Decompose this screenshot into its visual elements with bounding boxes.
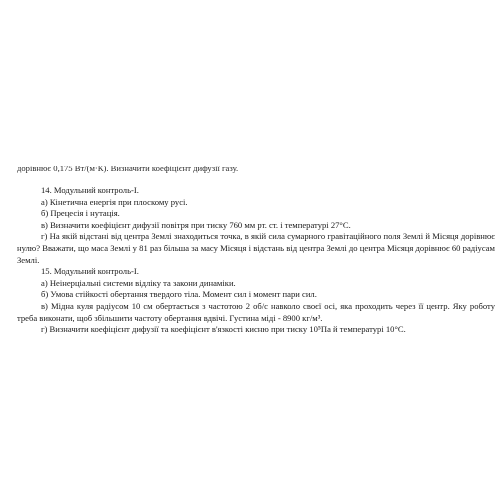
cut-off-line [17,166,495,177]
document-body [17,166,495,336]
section-title-15: 15. Модульний контроль-І. [41,266,139,277]
cut-off-text: дорівнює 0,175 Вт/(м·К). Визначити коефіцієнт дифузії газу. [17,166,239,173]
question-14a: а) Кінетична енергія при плоскому русі. [41,196,188,207]
question-14c: в) Визначити коефіцієнт дифузії повітря при тиску 760 мм рт. ст. і температурі 27°С. [41,219,351,230]
question-14d: г) На якій відстані від центра Землі знаходиться точка, в якій сила сумарного гравітаційного поля Землі й Місяця дорівнює нулю? Вважати, що маса Землі у 81 раз більша за масу Місяця і відстань від центра Землі до центра Місяця дорівнює 60 радіусам Землі. [17,231,495,265]
section-title-14: 14. Модульний контроль-І. [41,185,139,195]
question-14b: б) Прецесія і нутація. [41,208,120,219]
question-15b: б) Умова стійкості обертання твердого тіла. Момент сил і момент пари сил. [41,289,317,300]
question-15d: г) Визначити коефіцієнт дифузії та коефіцієнт в'язкості кисню при тиску 10⁵Па й температурі 10°С. [41,324,406,335]
question-15c: в) Мідна куля радіусом 10 см обертається з частотою 2 об/с навколо своєї осі, яка проходить через її центр. Яку роботу треба виконати, щоб збільшити частоту обертання вдвічі. Густина міді - 8900 кг/м³. [17,300,495,323]
question-15a: а) Неінерціальні системи відліку та закони динаміки. [41,277,236,288]
